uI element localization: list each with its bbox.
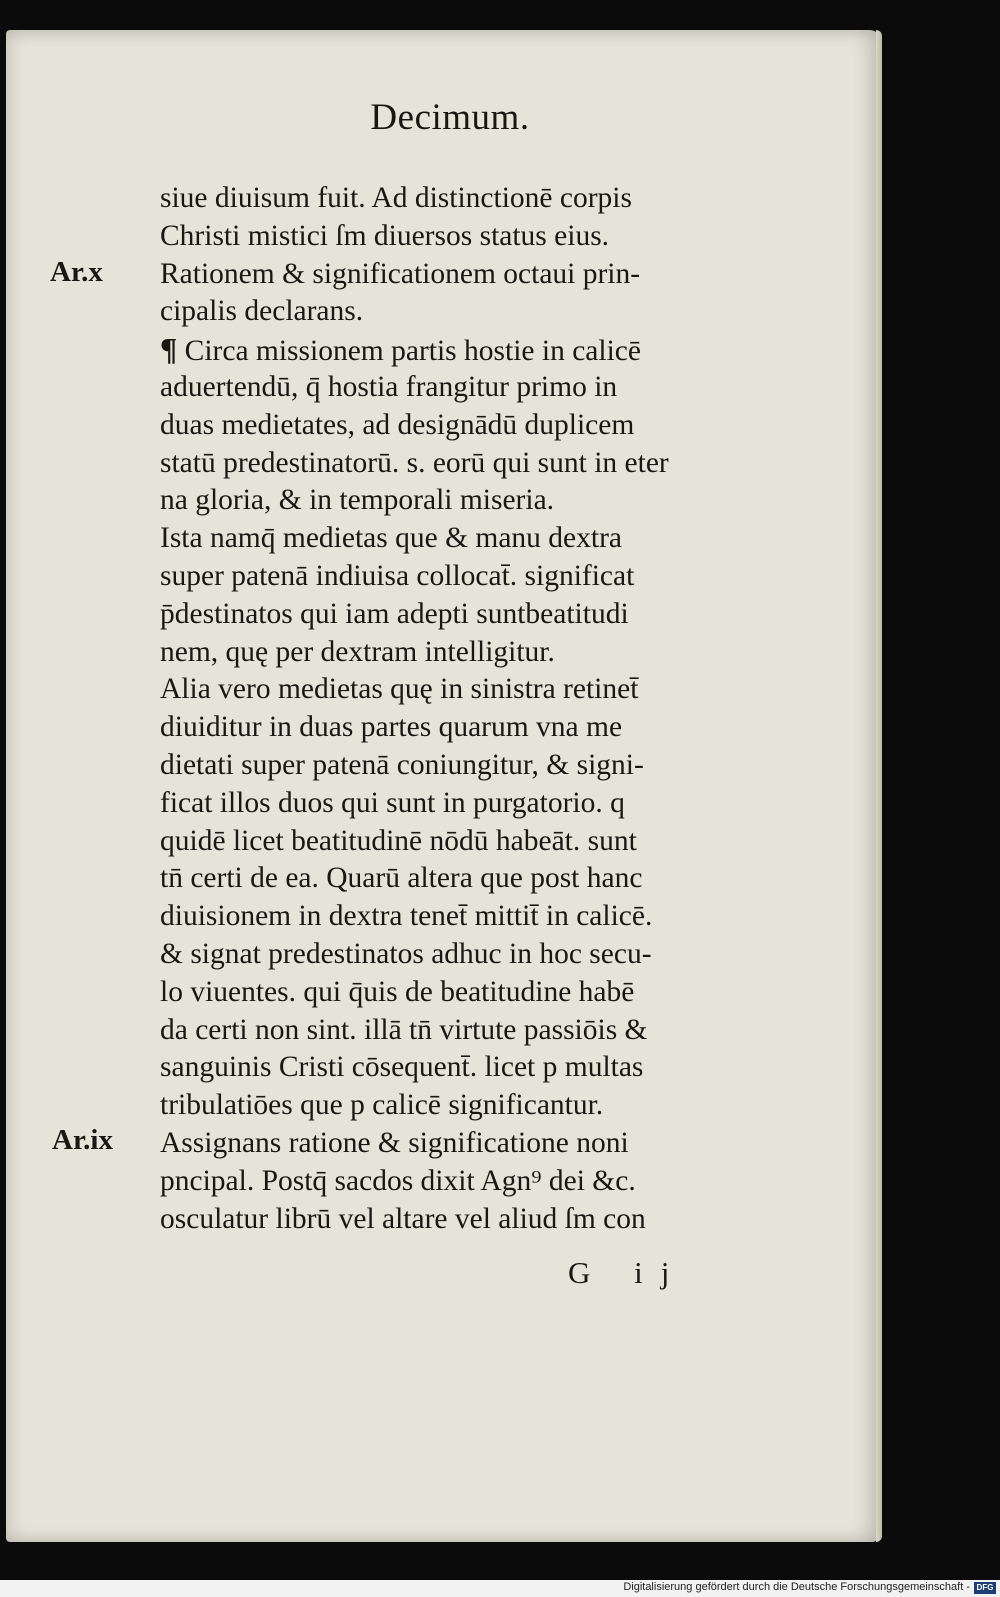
margin-note-ar-ix: Ar.ix bbox=[52, 1124, 113, 1156]
margin-note-ar-x: Ar.x bbox=[50, 256, 103, 288]
text-line: pncipal. Postq̄ sacdos dixit Agn⁹ dei &c. bbox=[160, 1164, 636, 1197]
page-heading: Decimum. bbox=[370, 97, 530, 138]
text-line: Ista namq̄ medietas que & manu dextra bbox=[160, 522, 623, 555]
text-line-content: Circa missionem partis hostie in calicē bbox=[184, 335, 641, 368]
text-line: dietati super patenā coniungitur, & signi- bbox=[160, 748, 644, 781]
page-edge bbox=[876, 30, 882, 1542]
text-line: Alia vero medietas quę in sinistra retinet̄ bbox=[160, 673, 639, 706]
text-line: super patenā indiuisa collocat̄. significat bbox=[160, 559, 635, 592]
footer-credit: Digitalisierung gefördert durch die Deutsche Forschungsgemeinschaft - bbox=[623, 1581, 970, 1593]
signature-mark: G ij bbox=[568, 1255, 688, 1290]
text-line: duas medietates, ad designādū duplicem bbox=[160, 408, 635, 441]
text-line: cipalis declarans. bbox=[160, 295, 364, 328]
text-line: aduertendū, q̄ hostia frangitur primo in bbox=[160, 370, 618, 403]
pilcrow-icon: ¶ bbox=[160, 331, 178, 368]
text-line: na gloria, & in temporali miseria. bbox=[160, 484, 555, 517]
text-line: lo viuentes. qui q̄uis de beatitudine habē bbox=[160, 975, 635, 1008]
text-line: da certi non sint. illā tn̄ virtute passiōis & bbox=[160, 1013, 648, 1046]
text-line: ficat illos duos qui sunt in purgatorio. q bbox=[160, 786, 625, 819]
text-line bbox=[160, 331, 770, 369]
text-line: tribulatiōes que p calicē significantur. bbox=[160, 1089, 604, 1122]
text-line: nem, quę per dextram intelligitur. bbox=[160, 635, 555, 668]
text-line: Rationem & significationem octaui prin- bbox=[160, 257, 641, 290]
text-line: diuiditur in duas partes quarum vna me bbox=[160, 711, 623, 744]
text-line: p̄destinatos qui iam adepti suntbeatitudi bbox=[160, 597, 629, 630]
dfg-logo-icon: DFG bbox=[974, 1582, 996, 1594]
text-line: Assignans ratione & significatione noni bbox=[160, 1126, 629, 1159]
text-line: Christi mistici ſm diuersos status eius. bbox=[160, 219, 610, 252]
text-line: sanguinis Cristi cōsequent̄. licet p multas bbox=[160, 1051, 644, 1084]
text-line: & signat predestinatos adhuc in hoc secu- bbox=[160, 937, 652, 970]
text-line: osculatur librū vel altare vel aliud ſm con bbox=[160, 1202, 646, 1235]
text-line: diuisionem in dextra tenet̄ mittit̄ in calicē. bbox=[160, 900, 653, 933]
text-line: siue diuisum fuit. Ad distinctionē corpis bbox=[160, 182, 632, 214]
text-line: statū predestinatorū. s. eorū qui sunt in eter bbox=[160, 446, 669, 479]
body-text bbox=[160, 180, 770, 1238]
text-line: tn̄ certi de ea. Quarū altera que post hanc bbox=[160, 862, 643, 895]
text-line: quidē licet beatitudinē nōdū habeāt. sunt bbox=[160, 824, 637, 857]
